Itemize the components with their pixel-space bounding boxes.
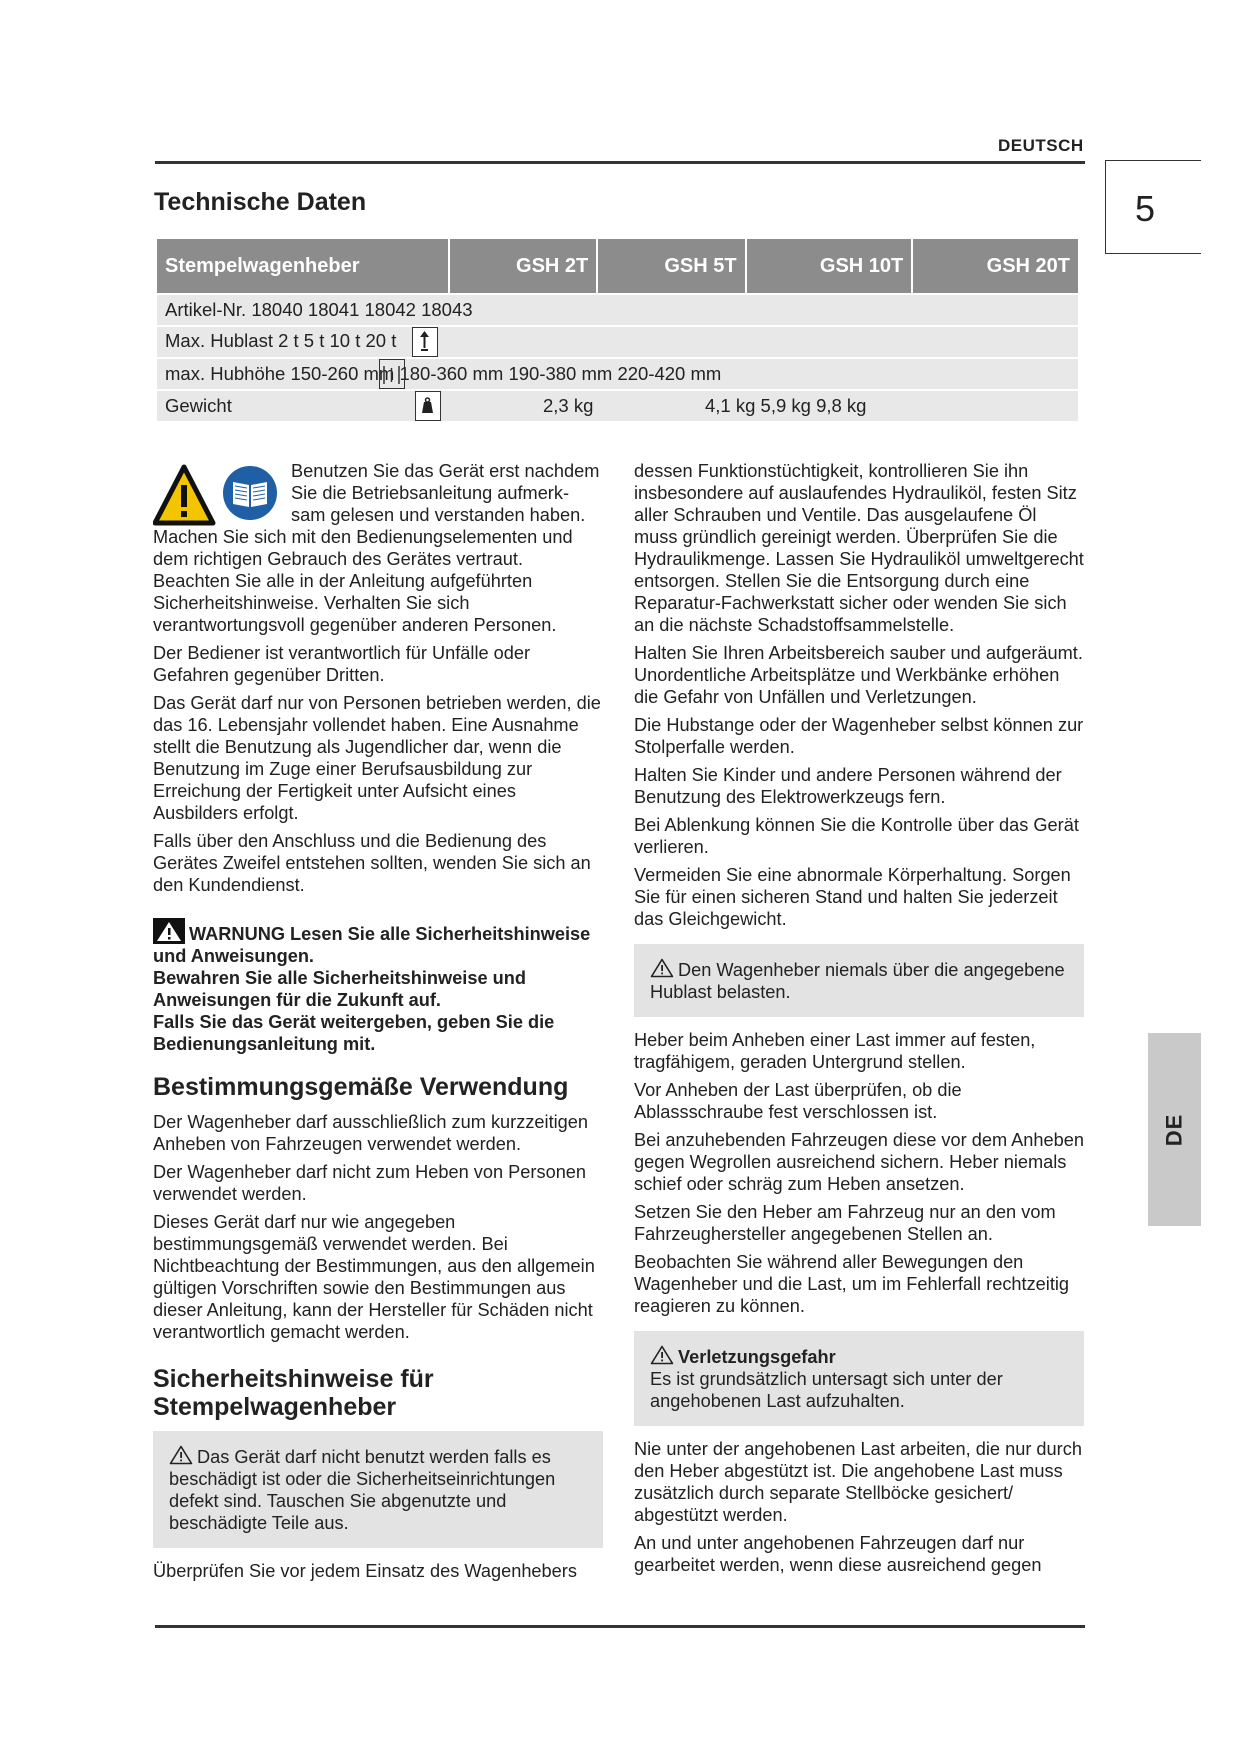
notice-box	[634, 944, 1084, 1017]
table-header-row	[157, 239, 1078, 293]
warning-text: Lesen Sie alle Sicherheitshinweise und Anweisungen.	[153, 924, 591, 966]
table-header: Stempelwagenheber	[157, 239, 448, 293]
language-label: DEUTSCH	[998, 136, 1084, 155]
intro-line: Sie die Betriebsanleitung aufmerk-	[291, 483, 570, 503]
read-manual-icon	[221, 463, 279, 523]
intro	[153, 460, 603, 636]
warning-icon	[650, 958, 674, 978]
paragraph: Nie unter der angehobenen Last arbeiten, die nur durch den Heber abgestützt ist. Die angehobene Last muss zusätzlich durch separate Stellböcke gesichert/ abgestützt werden.	[634, 1439, 1082, 1525]
paragraph: Beobachten Sie während aller Bewegungen den Wagenheber und die Last, um im Fehlerfall rechtzeitig reagieren zu können.	[634, 1252, 1070, 1316]
weight-icon	[415, 391, 441, 421]
table-row	[157, 359, 1078, 389]
paragraph: Bei Ablenkung können Sie die Kontrolle über das Gerät verlieren.	[634, 815, 1079, 857]
table-header: GSH 20T	[913, 239, 1078, 293]
top-rule	[155, 161, 1085, 164]
paragraph: Die Hubstange oder der Wagenheber selbst können zur Stolperfalle werden.	[634, 715, 1084, 757]
warning-text: Falls Sie das Gerät weitergeben, geben Sie die Bedienungsanleitung mit.	[153, 1012, 555, 1054]
notice-box	[153, 1431, 603, 1548]
table-header: GSH 5T	[598, 239, 744, 293]
paragraph: Heber beim Anheben einer Last immer auf festen, tragfähigem, geraden Untergrund stellen.	[634, 1030, 1036, 1072]
table-header: GSH 10T	[747, 239, 912, 293]
notice-text: Den Wagenheber niemals über die angegebene Hublast belasten.	[650, 960, 1065, 1002]
table-cell	[157, 327, 1078, 357]
warning-label: WARNUNG	[189, 924, 285, 944]
paragraph: An und unter angehobenen Fahrzeugen darf nur gearbeitet werden, wenn diese ausreichend gegen	[634, 1533, 1042, 1575]
paragraph: Setzen Sie den Heber am Fahrzeug nur an den vom Fahrzeughersteller angegebenen Stellen an.	[634, 1202, 1056, 1244]
language-tab-label: DE	[1161, 1113, 1187, 1146]
notice-text: Das Gerät darf nicht benutzt werden falls es beschädigt ist oder die Sicherheitseinrichtungen defekt sind. Tauschen Sie abgenutzte und beschädigte Teile aus.	[169, 1447, 556, 1533]
paragraph: Das Gerät darf nur von Personen betrieben werden, die das 16. Lebensjahr vollendet haben. Eine Ausnahme stellt die Benutzung als Jugendlicher dar, wenn die Benutzung im Zuge einer Berufsausbildung zur Erreichung der Fertigkeit unter Aufsicht eines Ausbilders erfolgt.	[153, 693, 601, 823]
section-heading: Sicherheitshinweise für Stempelwagenheber	[153, 1365, 434, 1421]
warning-block	[153, 918, 603, 1055]
row-label: Max. Hublast 2 t 5 t 10 t 20 t	[165, 329, 397, 351]
table-cell: Artikel-Nr. 18040 18041 18042 18043	[157, 295, 1078, 325]
paragraph: Der Bediener ist verantwortlich für Unfälle oder Gefahren gegenüber Dritten.	[153, 643, 531, 685]
paragraph: Der Wagenheber darf nicht zum Heben von Personen verwendet werden.	[153, 1162, 587, 1204]
intro-paragraph: Machen Sie sich mit den Bedienungselementen und dem richtigen Gebrauch des Gerätes vertraut. Beachten Sie alle in der Anleitung aufgeführten Sicherheitshinweise. Verhalten Sie sich verantwortungsvoll gegenüber anderen Personen.	[153, 527, 573, 635]
page-title: Technische Daten	[154, 188, 367, 216]
intro-line: sam gelesen und verstanden haben.	[291, 505, 586, 525]
paragraph: Dieses Gerät darf nur wie angegeben bestimmungsgemäß verwendet werden. Bei Nichtbeachtung der Bestimmungen, aus den allgemein gültigen Vorschriften sowie den Bestimmungen aus dieser Anleitung, kann der Hersteller für Schäden nicht verantwortlich gemacht werden.	[153, 1212, 595, 1342]
spec-table	[155, 237, 1080, 423]
paragraph: Überprüfen Sie vor jedem Einsatz des Wagenhebers	[153, 1561, 577, 1581]
warning-icon	[153, 918, 185, 944]
load-arrow-icon	[412, 327, 438, 357]
paragraph: Falls über den Anschluss und die Bedienung des Gerätes Zweifel entstehen sollten, wenden Sie sich an den Kundendienst.	[153, 831, 591, 895]
left-column	[153, 460, 603, 1588]
paragraph: Bei anzuhebenden Fahrzeugen diese vor dem Anheben gegen Wegrollen ausreichend sichern. Heber niemals schief oder schräg zum Heben ansetzen.	[634, 1130, 1084, 1194]
table-row	[157, 391, 1078, 421]
table-row	[157, 295, 1078, 325]
danger-title: Verletzungsgefahr	[678, 1347, 836, 1367]
paragraph: Der Wagenheber darf ausschließlich zum kurzzeitigen Anheben von Fahrzeugen verwendet werden.	[153, 1112, 589, 1154]
warning-icon	[650, 1345, 674, 1365]
warning-icon	[169, 1445, 193, 1465]
table-cell	[157, 359, 1078, 389]
danger-box	[634, 1331, 1084, 1426]
row-label: Gewicht	[165, 395, 232, 416]
paragraph: Halten Sie Ihren Arbeitsbereich sauber und aufgeräumt. Unordentliche Arbeitsplätze und Werkbänke erhöhen die Gefahr von Unfällen und Verletzungen.	[634, 643, 1083, 707]
danger-text: Es ist grundsätzlich untersagt sich unter der angehobenen Last aufzuhalten.	[650, 1369, 1003, 1411]
row-label: max. Hubhöhe 150-260 mm 180-360 mm 190-380 mm 220-420 mm	[165, 363, 722, 384]
table-cell	[157, 391, 1078, 421]
section-heading: Bestimmungsgemäße Verwendung	[153, 1073, 569, 1101]
paragraph: Vor Anheben der Last überprüfen, ob die Ablassschraube fest verschlossen ist.	[634, 1080, 962, 1122]
right-column	[634, 460, 1084, 1582]
paragraph: dessen Funktionstüchtigkeit, kontrollieren Sie ihn insbesondere auf auslaufendes Hydrauliköl, festen Sitz aller Schrauben und Ventile. Das ausgelaufene Öl muss gründlich gereinigt werden. Überprüfen Sie die Hydraulikmenge. Lassen Sie Hydrauliköl umweltgerecht entsorgen. Stellen Sie die Entsorgung durch eine Reparatur-Fachwerkstatt sicher oder wenden Sie sich an die nächste Schadstoffsammelstelle.	[634, 461, 1084, 635]
weight-values-rest: 4,1 kg 5,9 kg 9,8 kg	[705, 395, 867, 416]
lift-height-icon	[379, 359, 405, 389]
paragraph: Vermeiden Sie eine abnormale Körperhaltung. Sorgen Sie für einen sicheren Stand und halten Sie jederzeit das Gleichgewicht.	[634, 865, 1071, 929]
weight-value: 2,3 kg	[543, 395, 594, 416]
page-number: 5	[1135, 188, 1156, 229]
table-row	[157, 327, 1078, 357]
warning-text: Bewahren Sie alle Sicherheitshinweise und Anweisungen für die Zukunft auf.	[153, 968, 526, 1010]
table-header: GSH 2T	[450, 239, 596, 293]
intro-line: Benutzen Sie das Gerät erst nachdem	[291, 461, 600, 481]
bottom-rule	[155, 1625, 1085, 1628]
paragraph: Halten Sie Kinder und andere Personen während der Benutzung des Elektrowerkzeugs fern.	[634, 765, 1062, 807]
